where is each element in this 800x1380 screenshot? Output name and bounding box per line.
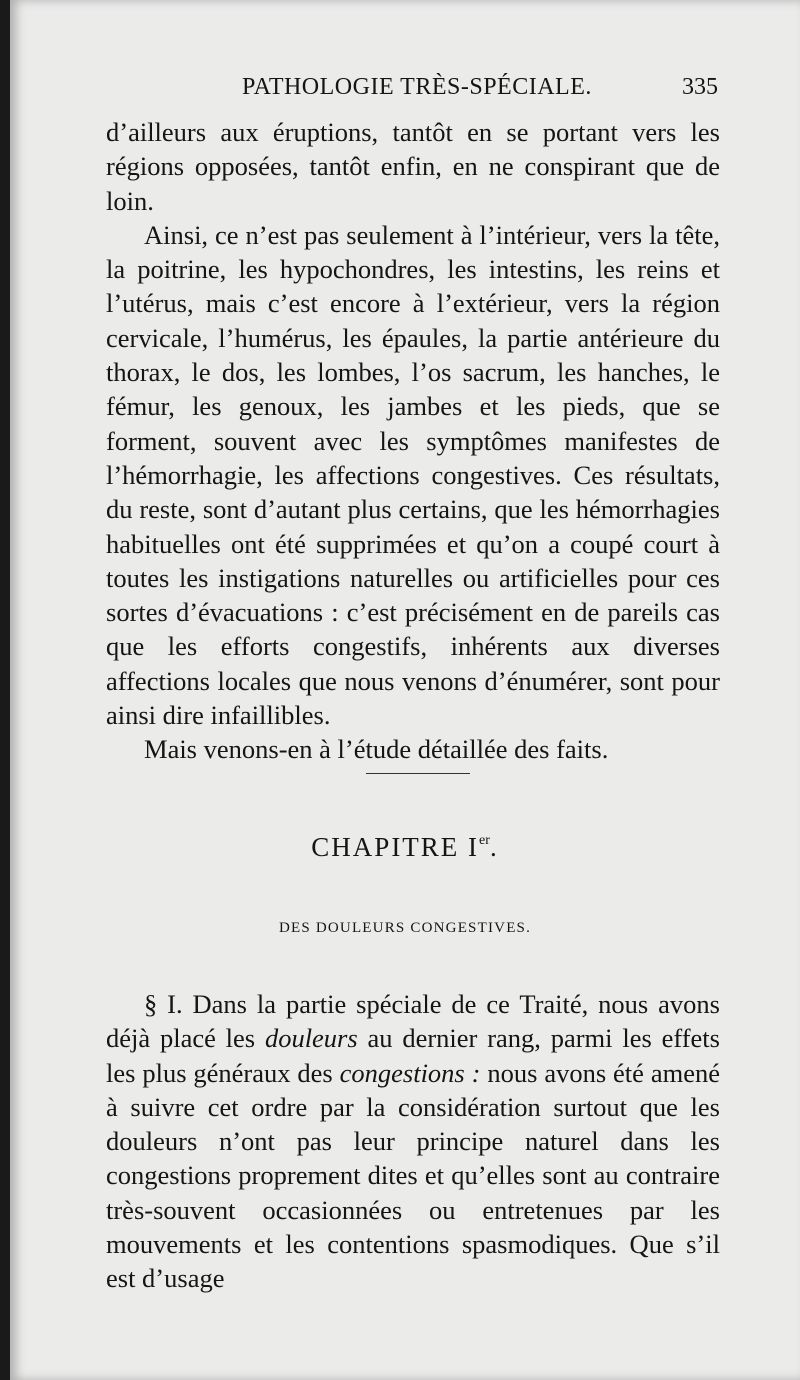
running-title: PATHOLOGIE TRÈS-SPÉCIALE.: [242, 74, 592, 100]
chapter-title: [10, 832, 800, 863]
section-title: DES DOULEURS CONGESTIVES.: [278, 920, 532, 936]
running-head: [10, 70, 800, 110]
paragraph-congestive-sites: Ainsi, ce n’est pas seulement à l’intérieur, vers la tête, la poitrine, les hypochondres, les intestins, les reins et l’utérus, mais c’est encore à l’extérieur, vers la région cervicale, l’humérus, les épaules, la partie antérieure du thorax, le dos, les lombes, l’os sacrum, les hanches, le fémur, les genoux, les jambes et les pieds, que se forment, souvent avec les symptômes manifestes de l’hémorrhagie, les affections congestives. Ces résultats, du reste, sont d’autant plus certains, que les hémorrhagies habituelles ont été supprimées et qu’on a coupé court à toutes les instigations naturelles ou artificielles pour ces sortes d’évacuations : c’est précisément en de pareils cas que les efforts congestifs, inhérents aux diverses affections locales que nous venons d’énumérer, sont pour ainsi dire infaillibles.: [106, 219, 720, 731]
paragraph-continuation: d’ailleurs aux éruptions, tantôt en se portant vers les régions opposées, tantôt enfin, en ne conspirant que de loin.: [106, 117, 720, 216]
paragraph-section-one: [106, 987, 720, 1296]
section-text-mid: au dernier rang, parmi les effets les plus généraux des: [106, 1023, 720, 1088]
paragraph-transition: Mais venons-en à l’étude détaillée des faits.: [144, 734, 609, 765]
chapter-title-period: .: [489, 832, 499, 862]
body-text-bottom: [106, 987, 720, 1296]
emphasis-congestions: congestions :: [339, 1057, 481, 1088]
page-number: 335: [682, 74, 718, 100]
emphasis-douleurs: douleurs: [264, 1023, 358, 1054]
section-divider: [366, 773, 470, 774]
section-text-tail: nous avons été amené à suivre cet ordre par la considération surtout que les douleurs n’ont pas leur principe naturel dans les congestions proprement dites et qu’elles sont au contraire très-souvent occasionnées ou entretenues par les mouvements et les contentions spasmodiques. Que s’il est d’usage: [106, 1057, 720, 1294]
chapter-title-superscript: er: [479, 833, 490, 848]
chapter-title-text: CHAPITRE I: [311, 832, 480, 862]
body-text-top: [106, 115, 720, 767]
book-page: [10, 0, 800, 1380]
section-text-lead: § I. Dans la partie spéciale de ce Traité, nous avons déjà placé les: [106, 989, 720, 1054]
